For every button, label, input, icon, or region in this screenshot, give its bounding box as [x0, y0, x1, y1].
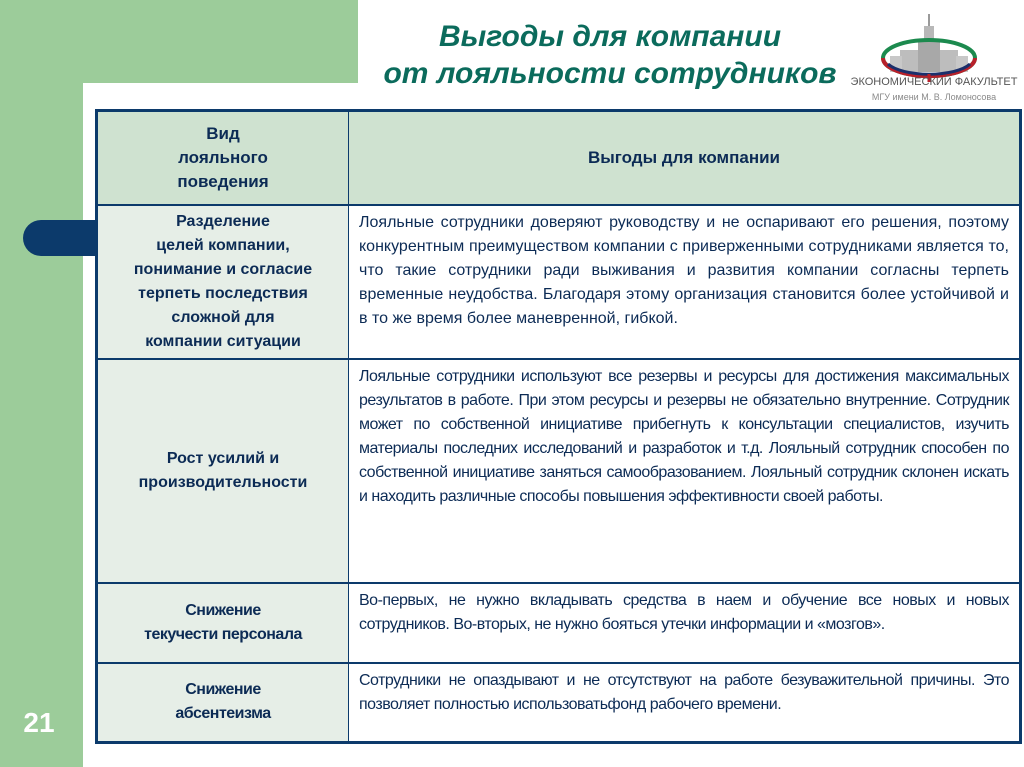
row-loyalty-type: [97, 663, 349, 743]
table-header-row: [97, 111, 1021, 205]
decorative-green-sidebar: [0, 0, 83, 767]
column-header-benefits: Выгоды для компании: [349, 111, 1021, 205]
type-line: целей компании,: [156, 236, 290, 254]
table-row: [97, 583, 1021, 663]
slide-title: [330, 18, 890, 92]
header-line: поведения: [177, 171, 269, 191]
header-line: лояльного: [178, 147, 268, 167]
type-line: Снижение: [185, 601, 261, 619]
table-row: [97, 359, 1021, 583]
row-benefit-text: Лояльные сотрудники доверяют руководству и не оспаривают его решения, поэтому конкурентным преимуществом компании с приверженными сотрудниками является то, что такие сотрудники ради выживания и развития компании согласны терпеть временные неудобства. Благодаря этому организация становится более устойчивой и в то же время более маневренной, гибкой.: [349, 205, 1021, 359]
header-line: Вид: [206, 123, 240, 143]
row-benefit-text: Лояльные сотрудники используют все резервы и ресурсы для достижения максимальных результатов в работе. При этом ресурсы и резервы не обязательно внутренние. Сотрудник может по собственной инициативе прибегнуть к консультации специалистов, изучить материалы последних исследований и разработок и т.д. Лояльный сотрудник способен по собственной инициативе заняться самообразованием. Лояльный сотрудник склонен искать и находить различные способы повышения эффективности своей работы.: [349, 359, 1021, 583]
type-line: текучести персонала: [144, 625, 302, 643]
type-line: абсентеизма: [175, 705, 271, 723]
row-loyalty-type: [97, 359, 349, 583]
row-loyalty-type: [97, 205, 349, 359]
type-line: Снижение: [185, 681, 261, 699]
type-line: терпеть последствия: [138, 284, 308, 302]
type-line: Разделение: [176, 212, 270, 230]
type-line: сложной для: [171, 308, 275, 326]
type-line: компании ситуации: [145, 332, 301, 350]
row-benefit-text: Во-первых, не нужно вкладывать средства в наем и обучение все новых и новых сотрудников. Во-вторых, не нужно бояться утечки информации и «мозгов».: [349, 583, 1021, 663]
slide-title-line-1: Выгоды для компании: [438, 20, 782, 53]
type-line: Рост усилий и: [166, 449, 280, 467]
page-number: 21: [23, 707, 55, 738]
column-header-loyalty-type: [97, 111, 349, 205]
table-row: [97, 205, 1021, 359]
row-loyalty-type: [97, 583, 349, 663]
table-row: [97, 663, 1021, 743]
university-building-emblem-icon: [848, 12, 1020, 104]
slide-title-line-2: от лояльности сотрудников: [383, 57, 837, 90]
decorative-tab-marker: [23, 220, 103, 256]
type-line: понимание и согласие: [133, 260, 313, 278]
row-benefit-text: Сотрудники не опаздывают и не отсутствуют на работе безуважительной причины. Это позволяет полностью использоватьфонд рабочего времени.: [349, 663, 1021, 743]
logo-caption-faculty: ЭКОНОМИЧЕСКИЙ ФАКУЛЬТЕТ: [850, 76, 1018, 88]
type-line: производительности: [138, 473, 308, 491]
benefits-table: [95, 109, 1022, 744]
logo-caption-university: МГУ имени М. В. Ломоносова: [871, 92, 997, 102]
